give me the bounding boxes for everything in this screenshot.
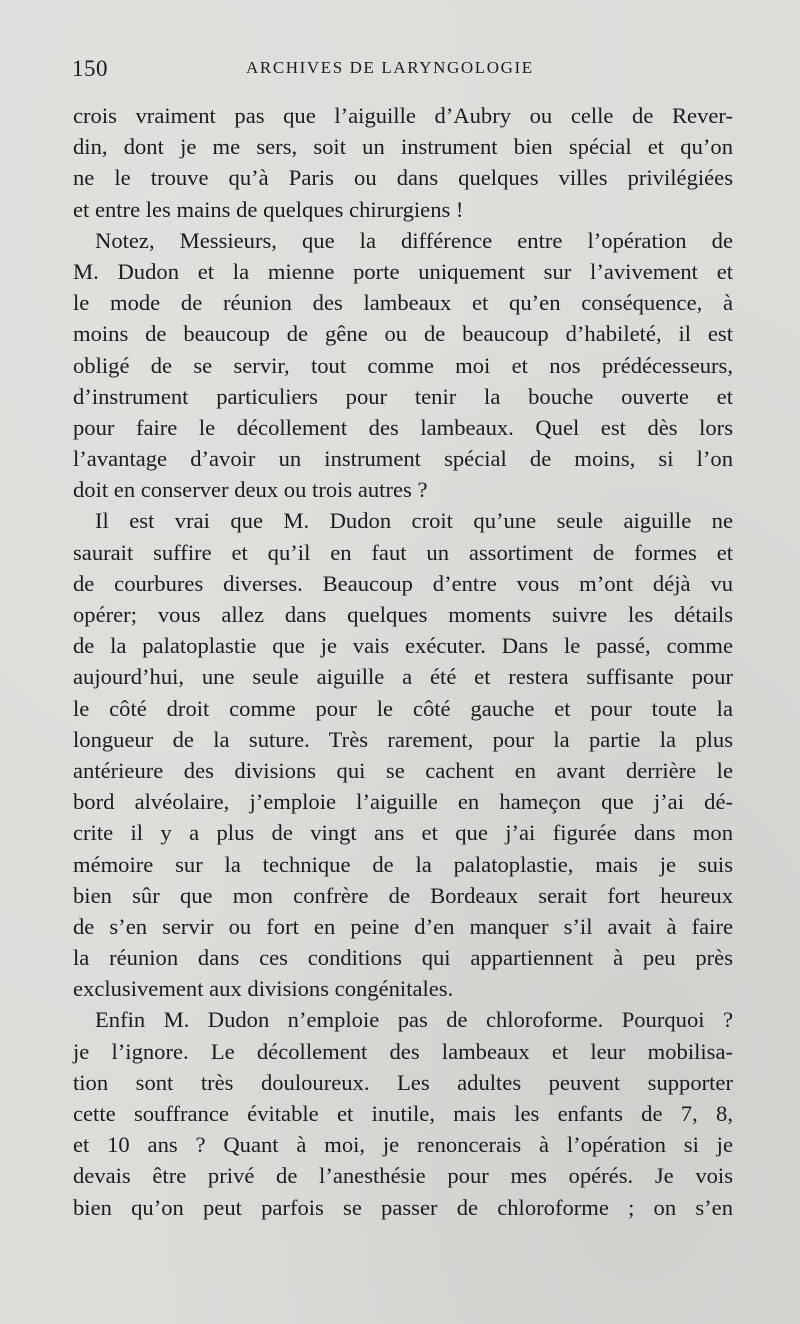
text-line: bord alvéolaire, j’emploie l’aiguille en hameçon que j’ai dé- (73, 789, 733, 815)
text-line: le mode de réunion des lambeaux et qu’en conséquence, à (73, 290, 733, 316)
text-line: pour faire le décollement des lambeaux. Quel est dès lors (73, 414, 733, 440)
text-line: saurait suffire et qu’il en faut un assortiment de formes et (73, 539, 733, 565)
body-text (73, 100, 733, 1223)
text-line: Il est vrai que M. Dudon croit qu’une seule aiguille ne (95, 508, 733, 534)
text-line: je l’ignore. Le décollement des lambeaux et leur mobilisa- (73, 1038, 733, 1064)
text-line: de la palatoplastie que je vais exécuter. Dans le passé, comme (73, 633, 733, 659)
text-line: et 10 ans ? Quant à moi, je renoncerais à l’opération si je (73, 1132, 733, 1158)
text-line: de courbures diverses. Beaucoup d’entre vous m’ont déjà vu (73, 570, 733, 596)
text-line: aujourd’hui, une seule aiguille a été et restera suffisante pour (73, 664, 733, 690)
text-line: Enfin M. Dudon n’emploie pas de chloroforme. Pourquoi ? (95, 1007, 733, 1033)
paragraph (73, 1004, 733, 1222)
text-line: antérieure des divisions qui se cachent en avant derrière le (73, 757, 733, 783)
page-header (72, 56, 732, 86)
text-line: cette souffrance évitable et inutile, mais les enfants de 7, 8, (73, 1101, 733, 1126)
text-line: exclusivement aux divisions congénitales. (73, 976, 454, 1002)
page-number: 150 (72, 56, 108, 81)
text-line: crite il y a plus de vingt ans et que j’ai figurée dans mon (73, 820, 733, 846)
text-line: la réunion dans ces conditions qui appartiennent à peu près (73, 945, 733, 971)
text-line: d’instrument particuliers pour tenir la bouche ouverte et (73, 383, 733, 409)
text-line: devais être privé de l’anesthésie pour mes opérés. Je vois (73, 1163, 733, 1189)
text-line: moins de beaucoup de gêne ou de beaucoup d’habileté, il est (73, 321, 733, 347)
text-line: din, dont je me sers, soit un instrument bien spécial et qu’on (73, 134, 733, 160)
text-line: bien sûr que mon confrère de Bordeaux serait fort heureux (73, 882, 733, 908)
running-title: ARCHIVES DE LARYNGOLOGIE (246, 58, 534, 77)
text-line: doit en conserver deux ou trois autres ? (73, 477, 428, 503)
text-line: M. Dudon et la mienne porte uniquement sur l’avivement et (73, 258, 733, 284)
text-line: de s’en servir ou fort en peine d’en manquer s’il avait à faire (73, 913, 733, 939)
paragraph (73, 225, 733, 506)
text-line: longueur de la suture. Très rarement, pour la partie la plus (73, 726, 733, 752)
text-line: obligé de se servir, tout comme moi et nos prédécesseurs, (73, 352, 733, 378)
text-line: l’avantage d’avoir un instrument spécial de moins, si l’on (73, 446, 733, 472)
text-line: mémoire sur la technique de la palatoplastie, mais je suis (73, 851, 733, 877)
text-line: ne le trouve qu’à Paris ou dans quelques villes privilégiées (73, 165, 733, 191)
text-line: opérer; vous allez dans quelques moments suivre les détails (73, 602, 733, 627)
paragraph (73, 100, 733, 225)
text-line: le côté droit comme pour le côté gauche et pour toute la (73, 695, 733, 721)
text-line: bien qu’on peut parfois se passer de chloroforme ; on s’en (73, 1194, 733, 1220)
paragraph (73, 505, 733, 1004)
text-line: crois vraiment pas que l’aiguille d’Aubry ou celle de Rever- (73, 103, 733, 128)
text-line: et entre les mains de quelques chirurgiens ! (73, 196, 464, 222)
text-line: Notez, Messieurs, que la différence entre l’opération de (95, 227, 733, 253)
text-line: tion sont très douloureux. Les adultes peuvent supporter (73, 1069, 733, 1095)
